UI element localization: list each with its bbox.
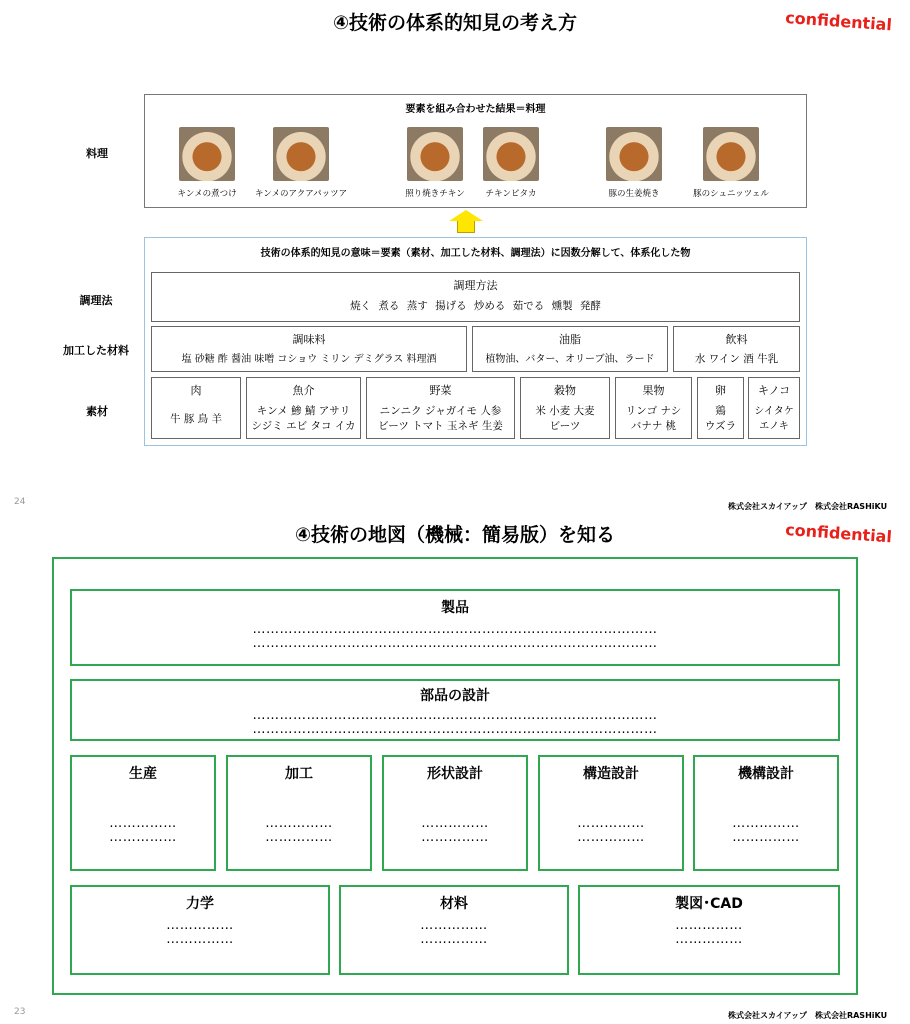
drafting-cad-box xyxy=(578,885,840,975)
dish-caption: キンメのアクアパッツア xyxy=(254,189,348,199)
box-label: 機構設計 xyxy=(738,766,794,782)
raw-cell-egg xyxy=(697,377,744,439)
cell-line: シジミ エビ タコ イカ xyxy=(251,420,356,432)
row-label-cooking: 料理 xyxy=(86,147,108,160)
raw-cell-fruit xyxy=(615,377,692,439)
dish-photo xyxy=(179,127,235,181)
dotted-line: …………… xyxy=(421,817,489,831)
box-label: 形状設計 xyxy=(427,766,483,782)
cell-line: ビーツ xyxy=(549,420,581,432)
company-footer: 株式会社スカイアップ 株式会社RASHiKU xyxy=(728,1011,888,1020)
dotted-line: …………… xyxy=(732,817,800,831)
dotted-line: …………… xyxy=(109,817,177,831)
up-arrow-icon xyxy=(449,210,483,233)
raw-cell-grain xyxy=(520,377,610,439)
cell-header: 果物 xyxy=(642,384,665,397)
box-label: 構造設計 xyxy=(583,766,639,782)
box-label: 製図･CAD xyxy=(675,896,743,912)
cell-header: 卵 xyxy=(715,384,726,397)
cell-header: キノコ xyxy=(757,384,791,397)
cell-header: 油脂 xyxy=(559,333,581,346)
cell-line: ビーツ トマト 玉ネギ 生姜 xyxy=(378,420,503,432)
dotted-line: …………… xyxy=(732,831,800,845)
dish-caption: 豚の生姜焼き xyxy=(608,189,660,199)
product-box xyxy=(70,589,840,666)
cell-items: 塩 砂糖 酢 醤油 味噌 コショウ ミリン デミグラス 料理酒 xyxy=(181,354,437,365)
cell-header: 野菜 xyxy=(429,384,452,397)
box-label: 力学 xyxy=(186,896,214,912)
dish-item xyxy=(167,127,247,199)
seasoning-cell xyxy=(151,326,467,372)
cell-line: バナナ 桃 xyxy=(630,420,677,432)
slide-2-title: ④技術の地図（機械：簡易版）を知る xyxy=(294,524,616,546)
dish-photo xyxy=(407,127,463,181)
dotted-line: …………… xyxy=(675,919,743,933)
cell-line: シイタケ xyxy=(754,406,794,417)
dish-caption: 豚のシュニッツェル xyxy=(693,189,769,199)
dotted-line: …………… xyxy=(577,817,645,831)
dotted-line: …………… xyxy=(265,831,333,845)
dish-item xyxy=(395,127,475,199)
cell-line: ウズラ xyxy=(704,420,737,432)
dotted-line: ……………………………………………………………………………… xyxy=(252,623,658,637)
raw-cell-meat xyxy=(151,377,241,439)
dotted-line: …………… xyxy=(420,919,488,933)
dotted-line: ……………………………………………………………………………… xyxy=(252,709,658,723)
cell-items: 焼く 煮る 蒸す 揚げる 炒める 茹でる 燻製 発酵 xyxy=(350,300,601,312)
cell-header: 肉 xyxy=(190,384,202,397)
oil-cell xyxy=(472,326,668,372)
dotted-line: ……………………………………………………………………………… xyxy=(252,723,658,737)
dish-item xyxy=(590,127,678,199)
dotted-line: …………… xyxy=(109,831,177,845)
box-label: 加工 xyxy=(285,766,313,782)
cell-header: 飲料 xyxy=(725,333,748,346)
page-number: 23 xyxy=(14,1007,26,1017)
cell-items: 植物油、バター、オリーブ油、ラード xyxy=(485,354,655,365)
dotted-line: …………… xyxy=(166,919,234,933)
dotted-line: ……………………………………………………………………………… xyxy=(252,637,658,651)
dish-caption: チキンピタカ xyxy=(485,189,537,199)
box-label: 部品の設計 xyxy=(420,688,490,704)
row-label-methods: 調理法 xyxy=(79,294,113,307)
dish-item xyxy=(253,127,349,199)
box-label: 材料 xyxy=(440,896,468,912)
production-box xyxy=(70,755,216,871)
cell-line: 米 小麦 大麦 xyxy=(535,405,595,417)
cell-items: 水 ワイン 酒 牛乳 xyxy=(694,353,779,365)
mechanism-design-box xyxy=(693,755,839,871)
company-footer: 株式会社スカイアップ 株式会社RASHiKU xyxy=(728,502,888,511)
materials-box xyxy=(339,885,569,975)
dotted-line: …………… xyxy=(420,933,488,947)
dotted-line: …………… xyxy=(675,933,743,947)
mechanics-box xyxy=(70,885,330,975)
cell-header: 調味料 xyxy=(292,333,326,346)
dish-caption: 照り焼きチキン xyxy=(405,189,465,199)
box-label: 製品 xyxy=(441,600,469,616)
row-label-raw: 素材 xyxy=(86,405,108,418)
row-label-processed: 加工した材料 xyxy=(63,344,129,357)
dish-photo xyxy=(273,127,329,181)
confidential-stamp: confidential xyxy=(784,8,893,35)
dish-photo xyxy=(703,127,759,181)
shape-design-box xyxy=(382,755,528,871)
dotted-line: …………… xyxy=(265,817,333,831)
slide-1-title: ④技術の体系的知見の考え方 xyxy=(332,12,578,34)
cooking-method-cell xyxy=(151,272,800,322)
dish-caption: キンメの煮つけ xyxy=(177,189,237,199)
dotted-line: …………… xyxy=(421,831,489,845)
dotted-line: …………… xyxy=(577,831,645,845)
raw-cell-vegetable xyxy=(366,377,515,439)
dish-photo xyxy=(483,127,539,181)
dish-item xyxy=(471,127,551,199)
dish-photo xyxy=(606,127,662,181)
cell-header: 魚介 xyxy=(292,384,315,397)
box-label: 生産 xyxy=(129,766,157,782)
machining-box xyxy=(226,755,372,871)
cell-line: ニンニク ジャガイモ 人参 xyxy=(379,405,502,417)
part-design-box xyxy=(70,679,840,741)
raw-cell-mushroom xyxy=(748,377,800,439)
dish-box-title: 要素を組み合わせた結果＝料理 xyxy=(405,104,546,115)
cell-line: キンメ 鯵 鯖 アサリ xyxy=(256,405,351,417)
cell-line: 牛 豚 鳥 羊 xyxy=(169,413,222,425)
dish-box xyxy=(144,94,807,208)
cell-header: 穀物 xyxy=(554,384,576,397)
framework-box xyxy=(144,237,807,446)
raw-cell-seafood xyxy=(246,377,361,439)
dotted-line: …………… xyxy=(166,933,234,947)
dish-item xyxy=(683,127,779,199)
structure-design-box xyxy=(538,755,684,871)
cell-line: 鶏 xyxy=(715,405,726,417)
cell-header: 調理方法 xyxy=(453,279,498,292)
page-number: 24 xyxy=(14,497,26,507)
confidential-stamp: confidential xyxy=(784,520,893,547)
drink-cell xyxy=(673,326,800,372)
framework-title: 技術の体系的知見の意味＝要素（素材、加工した材料、調理法）に因数分解して、体系化した物 xyxy=(260,248,691,259)
cell-line: リンゴ ナシ xyxy=(625,405,682,417)
cell-line: エノキ xyxy=(759,421,789,432)
